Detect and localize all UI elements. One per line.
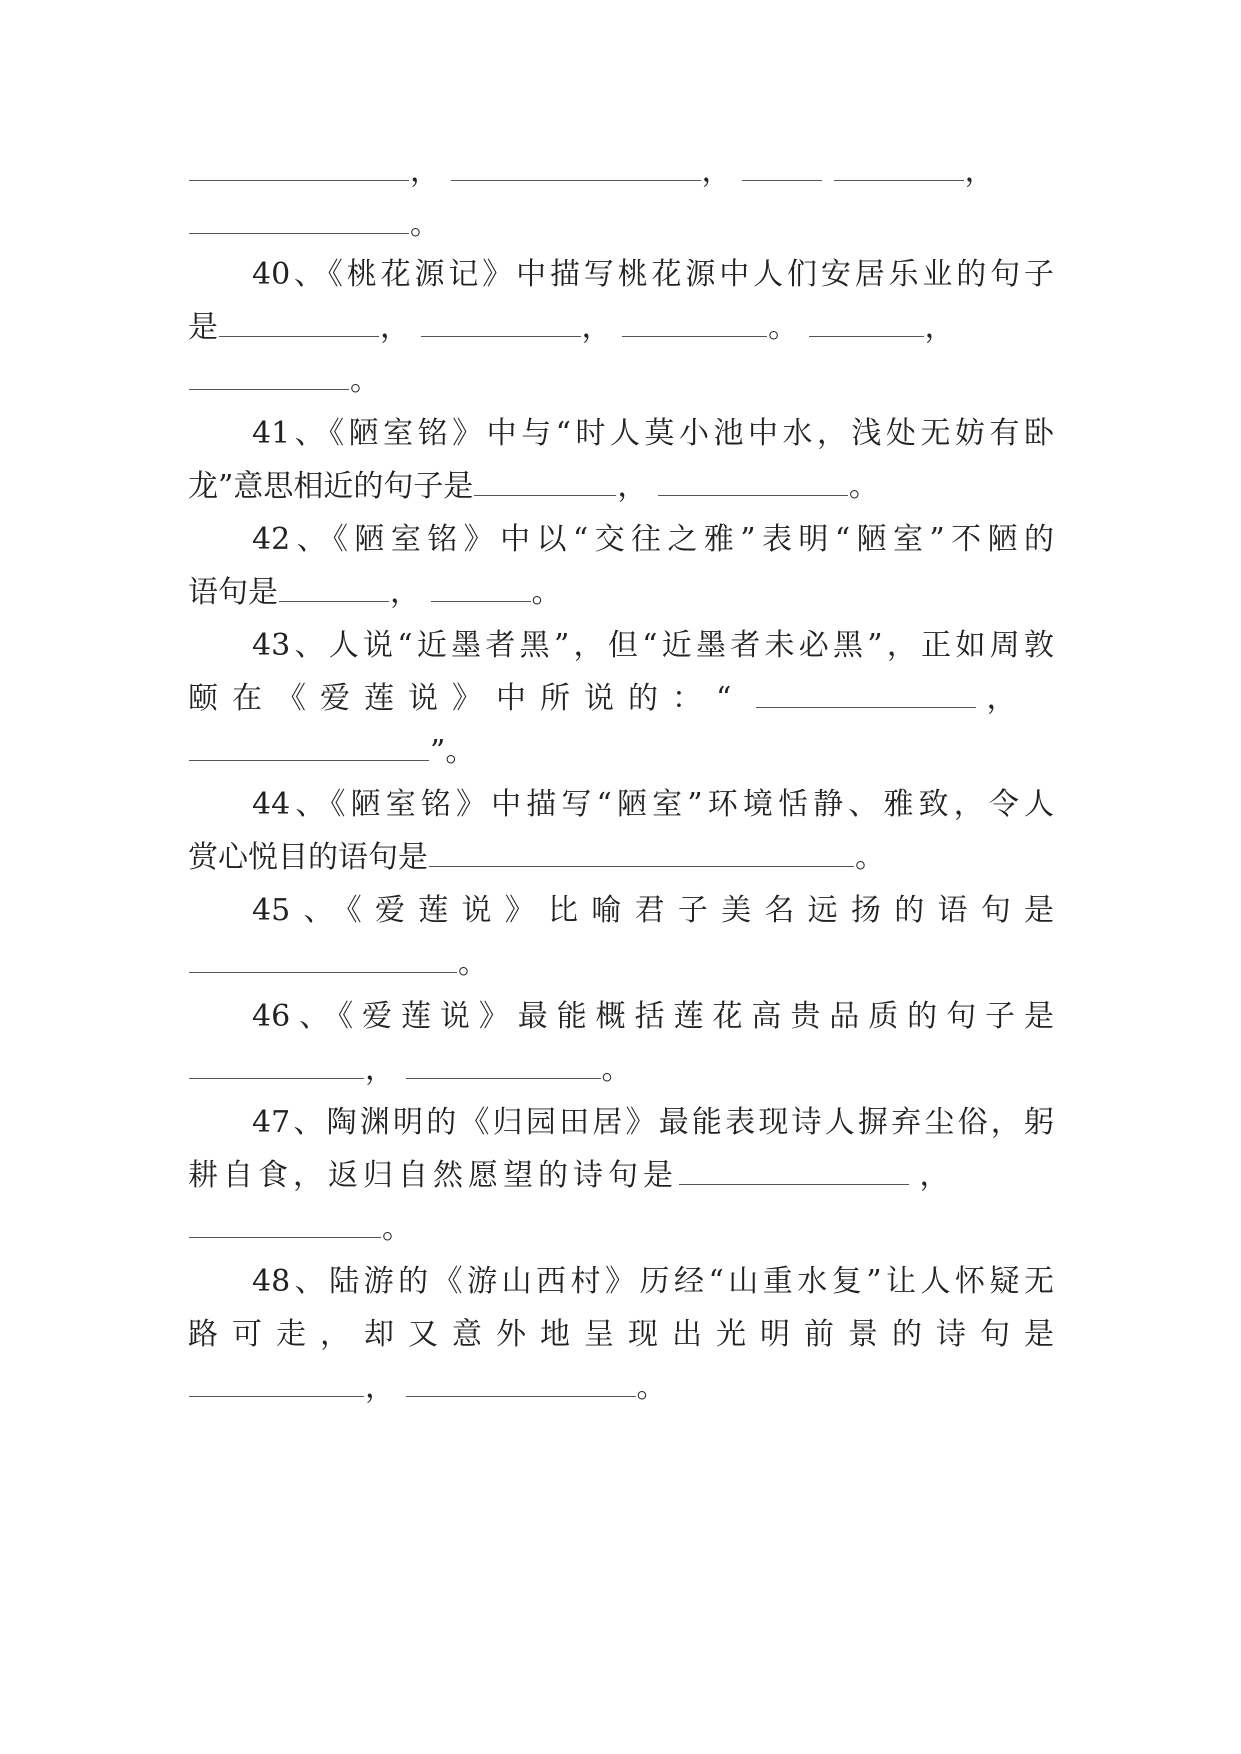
q48-line3: ， 。 [188,1368,1054,1408]
answer-blank[interactable] [679,1183,909,1185]
answer-blank[interactable] [429,865,854,867]
answer-blank[interactable] [189,759,429,761]
answer-blank[interactable] [451,179,701,181]
answer-blank[interactable] [756,706,976,708]
q44-line2: 赏心悦目的语句是 。 [188,840,885,875]
q43-line2: 颐在《爱莲说》中所说的：“ ， [188,681,1017,716]
q40-line2: 是 ， ， 。 ， [188,310,955,345]
q41-line2: 龙”意思相近的句子是 ， 。 [188,469,879,504]
q48-line1: 48、陆游的《游山西村》历经“山重水复”让人怀疑无 [252,1264,1054,1299]
q40-line1: 40、《桃花源记》中描写桃花源中人们安居乐业的句子 [252,257,1054,292]
q39-line2: 。 [188,205,1054,245]
question-number: 44 [252,787,291,822]
q43-line1: 43、人说“近墨者黑”，但“近墨者未必黑”，正如周敦 [252,628,1054,663]
answer-blank[interactable] [622,335,767,337]
q47-line3: 。 [188,1209,1054,1249]
answer-blank[interactable] [431,600,531,602]
q41-line1: 41、《陋室铭》中与“时人莫小池中水，浅处无妨有卧 [252,416,1054,451]
question-number: 48 [252,1264,291,1299]
question-number: 40 [252,257,291,292]
q43-line3: ”。 [188,732,1054,772]
answer-blank[interactable] [189,971,457,973]
q46-line1: 46、《爱莲说》最能概括莲花高贵品质的句子是 [252,999,1054,1034]
q45-line1: 45、《爱莲说》比喻君子美名远扬的语句是 [252,893,1054,928]
question-number: 43 [252,628,291,663]
answer-blank[interactable] [189,179,409,181]
answer-blank[interactable] [809,335,924,337]
q40-line3: 。 [188,361,1054,401]
answer-blank[interactable] [189,388,349,390]
question-number: 42 [252,522,291,557]
answer-blank[interactable] [742,179,822,181]
q48-line2: 路可走，却又意外地呈现出光明前景的诗句是 [188,1317,1054,1352]
question-number: 45 [252,893,291,928]
question-number: 46 [252,999,291,1034]
q46-line2: ， 。 [188,1050,1054,1090]
q44-line1: 44、《陋室铭》中描写“陋室”环境恬静、雅致，令人 [252,787,1054,822]
q39-line1: ， ， ， [188,152,1054,192]
question-number: 47 [252,1105,291,1140]
answer-blank[interactable] [189,1395,364,1397]
answer-blank[interactable] [219,335,379,337]
answer-blank[interactable] [658,494,848,496]
answer-blank[interactable] [189,1077,364,1079]
q47-line2: 耕自食，返归自然愿望的诗句是 ， [188,1158,950,1193]
answer-blank[interactable] [189,1236,381,1238]
answer-blank[interactable] [189,232,409,234]
q47-line1: 47、陶渊明的《归园田居》最能表现诗人摒弃尘俗，躬 [252,1105,1054,1140]
answer-blank[interactable] [474,494,616,496]
question-number: 41 [252,416,291,451]
answer-blank[interactable] [834,179,964,181]
q42-line1: 42、《陋室铭》中以“交往之雅”表明“陋室”不陋的 [252,522,1054,557]
answer-blank[interactable] [279,600,389,602]
answer-blank[interactable] [406,1077,601,1079]
answer-blank[interactable] [421,335,581,337]
q42-line2: 语句是 ， 。 [188,575,562,610]
answer-blank[interactable] [406,1395,636,1397]
q45-line2: 。 [188,944,1054,984]
